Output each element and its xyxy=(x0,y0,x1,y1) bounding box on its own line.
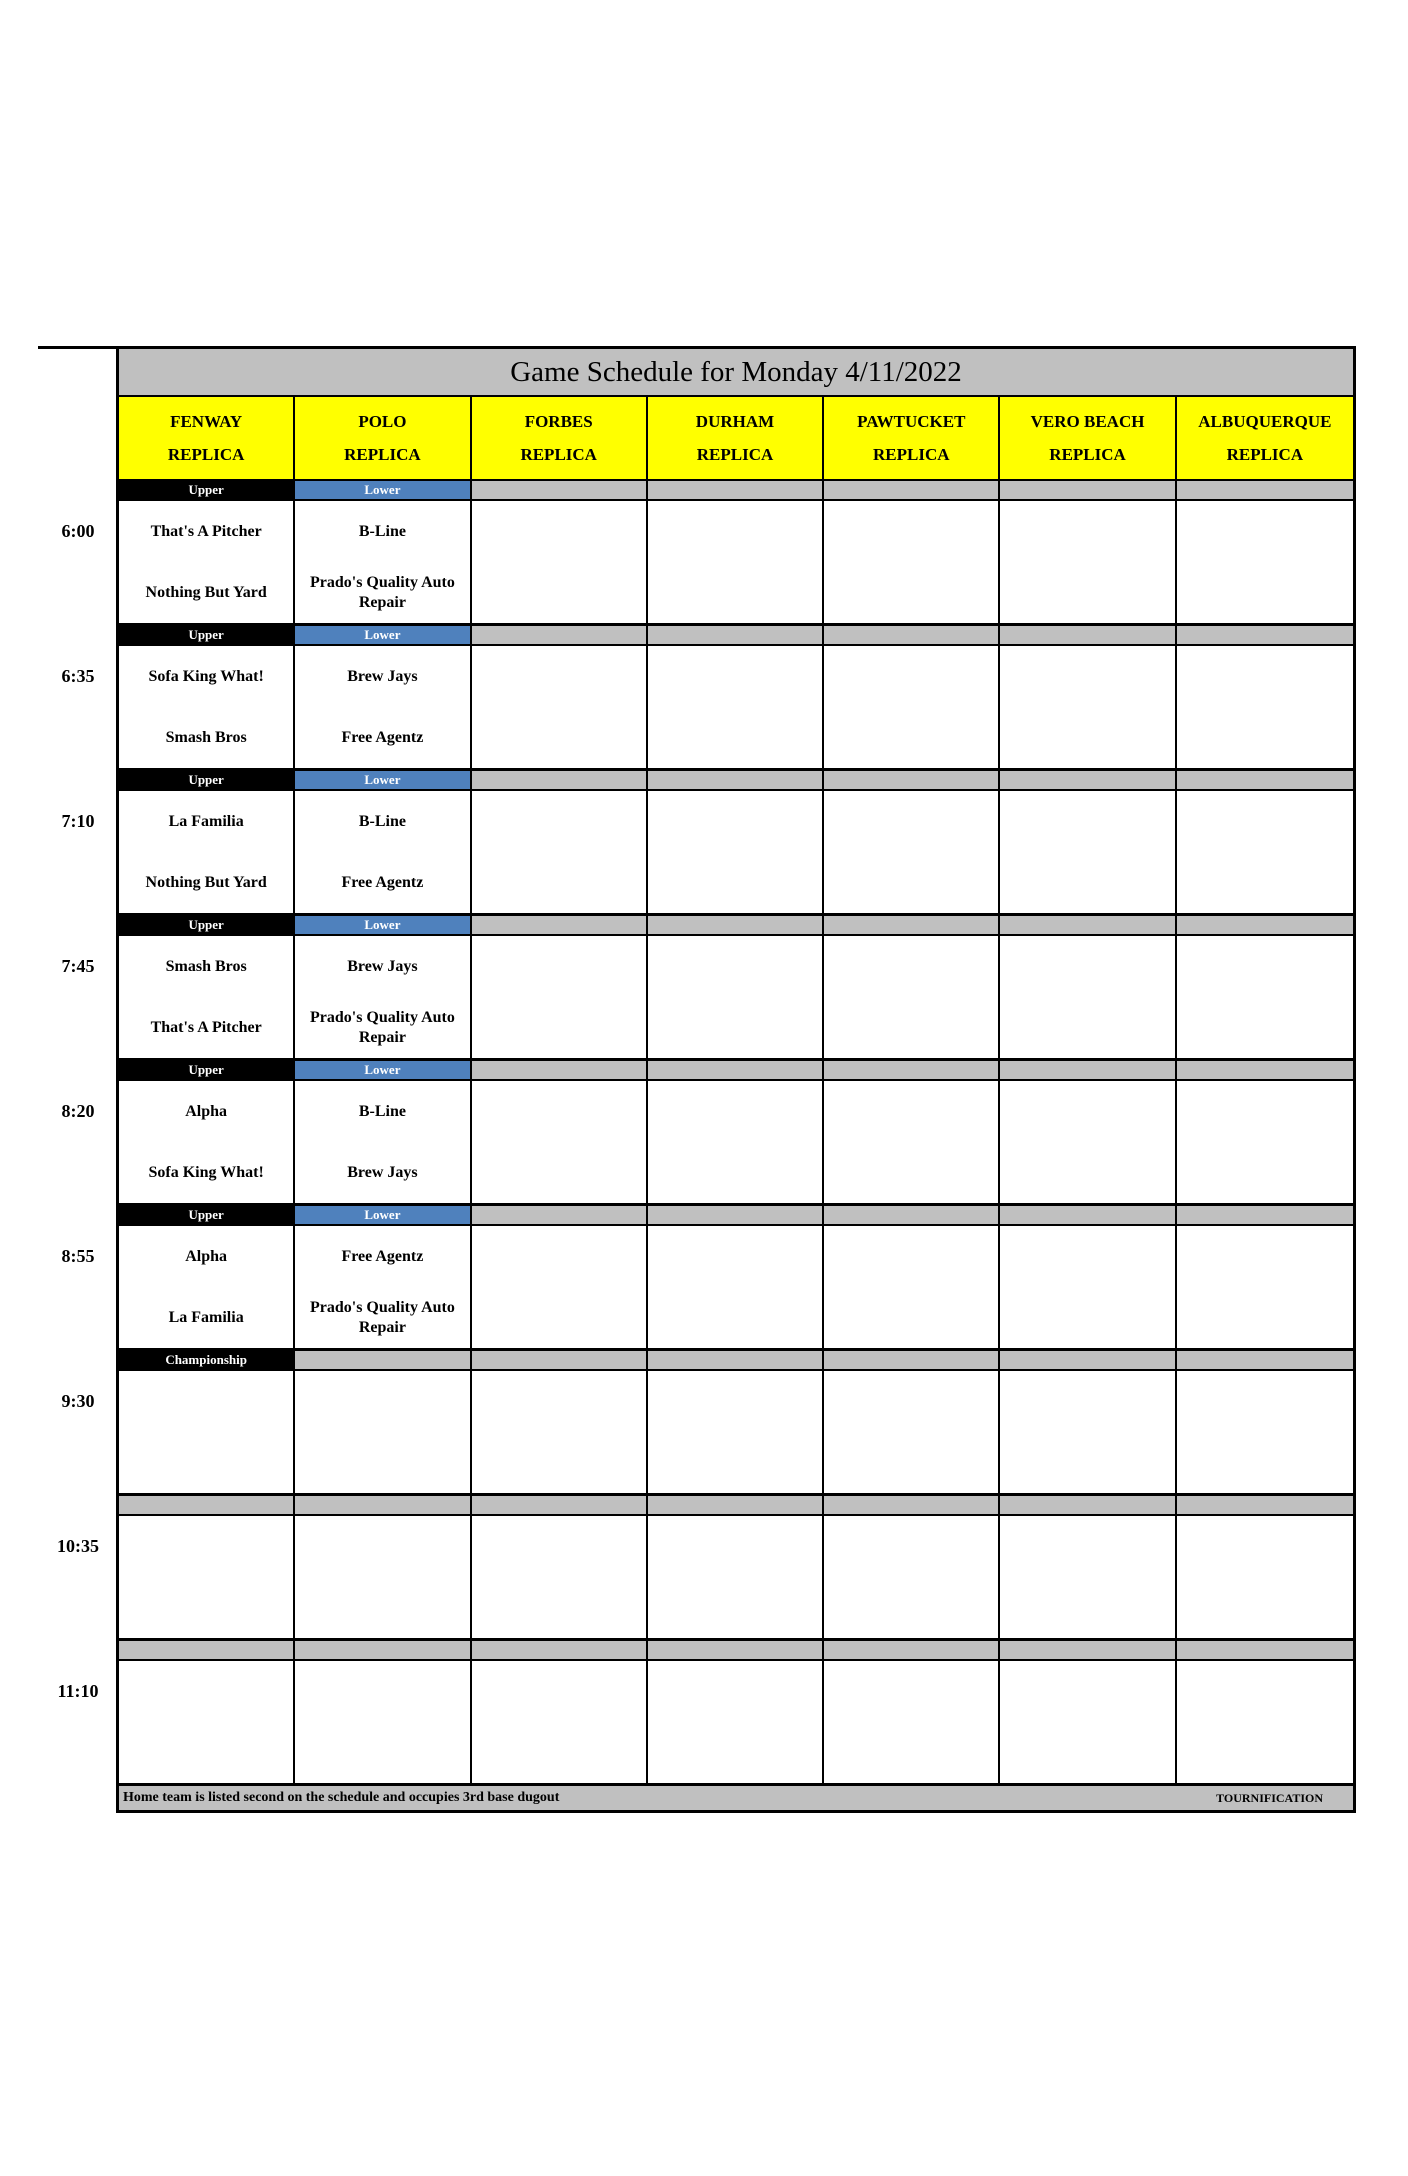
division-label xyxy=(472,481,648,501)
division-label: Upper xyxy=(119,771,295,791)
division-label: Lower xyxy=(295,916,471,936)
game-cell xyxy=(648,791,824,916)
time-slot-row xyxy=(119,1516,1353,1641)
time-label: 8:55 xyxy=(61,1246,95,1266)
field-type: REPLICA xyxy=(344,444,421,464)
game-cell xyxy=(295,936,471,1061)
game-cell xyxy=(1177,1661,1353,1786)
division-label xyxy=(648,1206,824,1226)
division-label xyxy=(1000,1061,1176,1081)
home-team: Free Agentz xyxy=(341,728,424,746)
away-team: B-Line xyxy=(358,812,406,830)
division-label xyxy=(1177,481,1353,501)
game-cell xyxy=(295,1516,471,1641)
time-label: 6:00 xyxy=(61,521,95,541)
division-label: Lower xyxy=(295,626,471,646)
away-team: Free Agentz xyxy=(341,1247,424,1265)
home-team: Sofa King What! xyxy=(148,1163,264,1181)
schedule-title: Game Schedule for Monday 4/11/2022 xyxy=(119,349,1353,397)
game-cell xyxy=(472,1661,648,1786)
division-label xyxy=(824,1061,1000,1081)
time-slot-row xyxy=(119,1081,1353,1206)
game-cell xyxy=(472,501,648,626)
division-label xyxy=(824,771,1000,791)
division-label xyxy=(472,1206,648,1226)
game-cell xyxy=(648,936,824,1061)
division-label xyxy=(1177,771,1353,791)
division-label xyxy=(1000,481,1176,501)
game-cell xyxy=(824,1516,1000,1641)
field-name: VERO BEACH xyxy=(1030,411,1145,431)
game-cell xyxy=(824,1661,1000,1786)
game-cell xyxy=(472,936,648,1061)
home-team: Prado's Quality Auto Repair xyxy=(309,1298,455,1336)
division-label xyxy=(648,626,824,646)
game-cell xyxy=(648,1516,824,1641)
field-header-polo xyxy=(295,397,471,481)
division-label xyxy=(1177,626,1353,646)
division-row xyxy=(119,916,1353,936)
away-team: Brew Jays xyxy=(347,957,418,975)
home-team: Free Agentz xyxy=(341,873,424,891)
game-cell xyxy=(295,1371,471,1496)
division-label xyxy=(1177,1351,1353,1371)
away-team: Smash Bros xyxy=(165,957,247,975)
division-row xyxy=(119,771,1353,791)
division-label xyxy=(472,1496,648,1516)
field-name: POLO xyxy=(358,411,407,431)
game-cell xyxy=(1177,936,1353,1061)
game-cell xyxy=(1177,791,1353,916)
division-label: Upper xyxy=(119,916,295,936)
home-team: That's A Pitcher xyxy=(150,1018,262,1036)
game-cell xyxy=(648,646,824,771)
division-label xyxy=(1177,1641,1353,1661)
division-label xyxy=(648,916,824,936)
division-label: Upper xyxy=(119,1206,295,1226)
game-cell xyxy=(119,1516,295,1641)
field-type: REPLICA xyxy=(1049,444,1126,464)
game-cell xyxy=(1177,1516,1353,1641)
game-cell xyxy=(295,1081,471,1206)
field-header-albuquerque xyxy=(1177,397,1353,481)
division-label xyxy=(472,1061,648,1081)
game-cell xyxy=(472,1081,648,1206)
home-team: Prado's Quality Auto Repair xyxy=(309,1008,455,1046)
division-label xyxy=(824,626,1000,646)
home-team: Nothing But Yard xyxy=(145,583,267,601)
division-label xyxy=(648,1351,824,1371)
division-label xyxy=(472,1641,648,1661)
time-label: 8:20 xyxy=(61,1101,95,1121)
division-label: Upper xyxy=(119,481,295,501)
game-cell xyxy=(824,501,1000,626)
division-label xyxy=(648,1061,824,1081)
game-cell xyxy=(1177,1371,1353,1496)
division-label xyxy=(824,1351,1000,1371)
division-row xyxy=(119,481,1353,501)
division-label: Lower xyxy=(295,481,471,501)
home-team: La Familia xyxy=(168,1308,244,1326)
division-label xyxy=(472,916,648,936)
game-cell xyxy=(824,791,1000,916)
division-label: Upper xyxy=(119,1061,295,1081)
schedule-table xyxy=(116,346,1356,1813)
division-label xyxy=(1000,916,1176,936)
field-type: REPLICA xyxy=(167,444,245,464)
time-slot-row xyxy=(119,1371,1353,1496)
division-label: Lower xyxy=(295,771,471,791)
home-team: Brew Jays xyxy=(347,1163,418,1181)
division-label xyxy=(1177,1061,1353,1081)
away-team: Alpha xyxy=(185,1247,228,1265)
time-slot-row xyxy=(119,646,1353,771)
game-cell xyxy=(1000,936,1176,1061)
game-cell xyxy=(824,1081,1000,1206)
field-type: REPLICA xyxy=(873,444,950,464)
game-cell xyxy=(1000,1661,1176,1786)
division-row xyxy=(119,1206,1353,1226)
game-cell xyxy=(1177,646,1353,771)
game-cell xyxy=(824,1371,1000,1496)
game-cell xyxy=(472,646,648,771)
footer-note: Home team is listed second on the schedule and occupies 3rd base dugout xyxy=(123,1790,560,1805)
division-label xyxy=(1000,771,1176,791)
game-cell xyxy=(824,646,1000,771)
division-label xyxy=(1000,1641,1176,1661)
division-label xyxy=(119,1641,295,1661)
division-label: Lower xyxy=(295,1061,471,1081)
field-header-pawtucket xyxy=(824,397,1000,481)
game-cell xyxy=(824,936,1000,1061)
game-cell xyxy=(1000,791,1176,916)
division-label xyxy=(1000,1496,1176,1516)
division-label xyxy=(1000,1206,1176,1226)
division-label xyxy=(824,1496,1000,1516)
time-slot-row xyxy=(119,936,1353,1061)
game-cell xyxy=(119,791,295,916)
away-team: Brew Jays xyxy=(347,667,418,685)
division-label xyxy=(1177,1496,1353,1516)
game-cell xyxy=(1000,1371,1176,1496)
field-name: PAWTUCKET xyxy=(857,411,966,431)
division-label: Lower xyxy=(295,1206,471,1226)
game-cell xyxy=(119,646,295,771)
game-cell xyxy=(119,1371,295,1496)
time-label: 9:30 xyxy=(61,1391,95,1411)
division-label xyxy=(472,1351,648,1371)
game-cell xyxy=(295,646,471,771)
division-label: Upper xyxy=(119,626,295,646)
game-cell xyxy=(119,936,295,1061)
division-label xyxy=(824,1641,1000,1661)
time-label: 7:45 xyxy=(61,956,95,976)
game-cell xyxy=(1177,501,1353,626)
division-row xyxy=(119,1061,1353,1081)
game-cell xyxy=(648,1226,824,1351)
time-label: 10:35 xyxy=(57,1536,99,1556)
division-label xyxy=(648,771,824,791)
home-team: Smash Bros xyxy=(165,728,247,746)
division-row xyxy=(119,1496,1353,1516)
division-label xyxy=(824,1206,1000,1226)
game-cell xyxy=(1000,1516,1176,1641)
field-header-fenway xyxy=(119,397,295,481)
division-label xyxy=(472,626,648,646)
game-cell xyxy=(295,501,471,626)
division-label xyxy=(1177,1206,1353,1226)
away-team: That's A Pitcher xyxy=(150,522,262,540)
time-label: 7:10 xyxy=(61,811,95,831)
game-cell xyxy=(295,1661,471,1786)
game-cell xyxy=(824,1226,1000,1351)
division-label xyxy=(119,1496,295,1516)
division-label: Championship xyxy=(119,1351,295,1371)
away-team: Sofa King What! xyxy=(148,667,264,685)
game-cell xyxy=(295,791,471,916)
division-row xyxy=(119,1641,1353,1661)
division-label xyxy=(295,1496,471,1516)
left-rule xyxy=(38,346,118,349)
away-team: Alpha xyxy=(185,1102,228,1120)
division-label xyxy=(295,1351,471,1371)
division-label xyxy=(824,916,1000,936)
division-row xyxy=(119,1351,1353,1371)
schedule-footer xyxy=(119,1786,1353,1813)
field-type: REPLICA xyxy=(696,444,774,464)
time-label: 11:10 xyxy=(57,1681,99,1701)
away-team: B-Line xyxy=(358,522,406,540)
game-cell xyxy=(648,1371,824,1496)
game-cell xyxy=(648,1661,824,1786)
division-label xyxy=(1000,626,1176,646)
division-label xyxy=(295,1641,471,1661)
game-cell xyxy=(295,1226,471,1351)
footer-brand: TOURNIFICATION xyxy=(1216,1790,1323,1805)
division-row xyxy=(119,626,1353,646)
field-header-forbes xyxy=(472,397,648,481)
game-cell xyxy=(472,1516,648,1641)
field-type: REPLICA xyxy=(520,444,597,464)
game-cell xyxy=(119,501,295,626)
game-cell xyxy=(119,1081,295,1206)
home-team: Nothing But Yard xyxy=(145,873,267,891)
time-slot-row xyxy=(119,791,1353,916)
field-name: DURHAM xyxy=(695,411,775,431)
division-label xyxy=(648,481,824,501)
game-cell xyxy=(1000,646,1176,771)
game-cell xyxy=(1177,1081,1353,1206)
game-cell xyxy=(648,501,824,626)
time-label: 6:35 xyxy=(61,666,95,686)
game-cell xyxy=(1000,1081,1176,1206)
away-team: La Familia xyxy=(168,812,244,830)
time-slot-row xyxy=(119,1661,1353,1786)
time-slot-row xyxy=(119,1226,1353,1351)
game-cell xyxy=(1000,501,1176,626)
field-header-row xyxy=(119,397,1353,481)
division-label xyxy=(824,481,1000,501)
field-header-vero-beach xyxy=(1000,397,1176,481)
division-label xyxy=(648,1641,824,1661)
field-type: REPLICA xyxy=(1226,444,1304,464)
field-header-durham xyxy=(648,397,824,481)
home-team: Prado's Quality Auto Repair xyxy=(309,573,455,611)
game-cell xyxy=(1177,1226,1353,1351)
game-cell xyxy=(472,791,648,916)
division-label xyxy=(648,1496,824,1516)
game-cell xyxy=(648,1081,824,1206)
division-label xyxy=(1000,1351,1176,1371)
game-cell xyxy=(119,1226,295,1351)
field-name: FORBES xyxy=(524,411,593,431)
game-cell xyxy=(472,1371,648,1496)
away-team: B-Line xyxy=(358,1102,406,1120)
game-cell xyxy=(472,1226,648,1351)
field-name: FENWAY xyxy=(170,411,243,431)
game-cell xyxy=(1000,1226,1176,1351)
time-slot-row xyxy=(119,501,1353,626)
division-label xyxy=(472,771,648,791)
game-cell xyxy=(119,1661,295,1786)
field-name: ALBUQUERQUE xyxy=(1198,411,1332,431)
division-label xyxy=(1177,916,1353,936)
